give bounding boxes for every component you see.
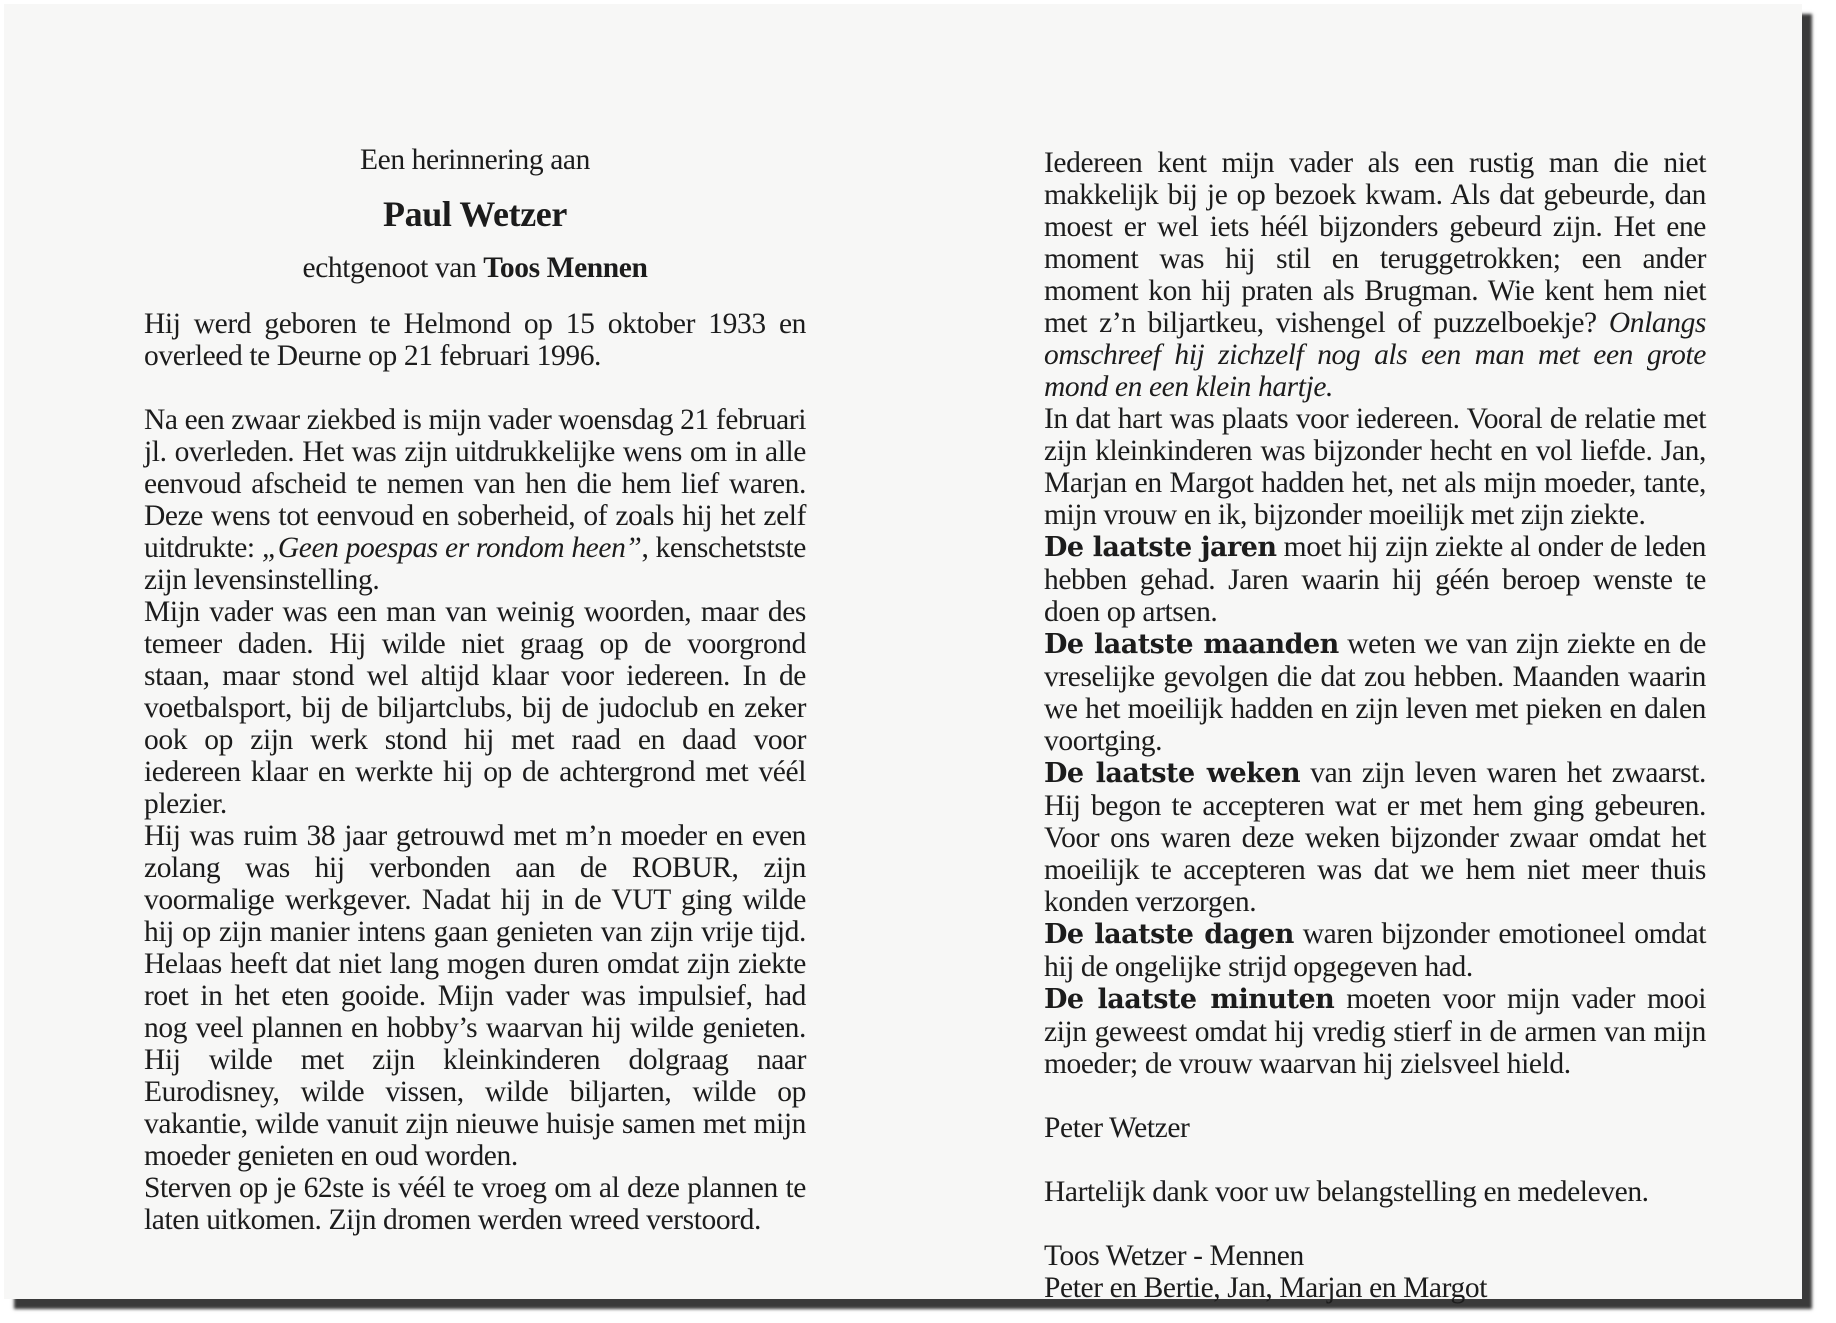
deceased-name: Paul Wetzer (383, 194, 567, 234)
right-column (1044, 147, 1706, 1304)
paragraph-dagen (1044, 918, 1706, 983)
paragraph-jaren (1044, 531, 1706, 628)
right-p1-italic: Onlangs omschreef hij zichzelf nog als een man met een grote mond en een klein hartje. (1044, 307, 1706, 403)
thanks-line: Hartelijk dank voor uw belangstelling en medeleven. (1044, 1176, 1649, 1208)
paragraph-minuten (1044, 983, 1706, 1080)
left-paragraph-4: Sterven op je 62ste is véél te vroeg om al deze plannen te laten uitkomen. Zijn dromen werden wreed verstoord. (144, 1172, 806, 1236)
heading-minuten: De laatste minuten (1044, 984, 1335, 1015)
text-minuten: moeten voor mijn vader mooi zijn geweest omdat hij vredig stierf in de armen van mijn moeder; de vrouw waarvan hij zielsveel hield. (1044, 983, 1707, 1080)
heading-jaren: De laatste jaren (1044, 532, 1277, 563)
text-dagen: waren bijzonder emotioneel omdat hij de ongelijke strijd opgegeven had. (1044, 918, 1706, 983)
paragraph-weken (1044, 757, 1706, 918)
left-column (144, 144, 806, 1236)
right-p1-text: Iedereen kent mijn vader als een rustig man die niet makkelijk bij je op bezoek kwam. Als dat gebeurde, dan moest er wel iets héél bijzonders gebeurd zijn. Het ene moment was hij stil en teruggetrokken; een ander moment kon hij praten als Brugman. Wie kent hem niet met z’n biljartkeu, vishengel of puzzelboekje? (1044, 147, 1706, 339)
text-jaren: moet hij zijn ziekte al onder de leden hebben gehad. Jaren waarin hij géén beroep wenste te doen op artsen. (1044, 531, 1706, 628)
heading-weken: De laatste weken (1044, 758, 1301, 789)
intro-line: Een herinnering aan (360, 144, 590, 176)
left-paragraph-3: Hij was ruim 38 jaar getrouwd met m’n moeder en even zolang was hij verbonden aan de ROBUR, zijn voormalige werkgever. Nadat hij in de VUT ging wilde hij op zijn manier intens gaan genieten van zijn vrije tijd. Helaas heeft dat niet lang mogen duren omdat zijn ziekte roet in het eten gooide. Mijn vader was impulsief, had nog veel plannen en hobby’s waarvan hij wilde genieten. Hij wilde met zijn kleinkinderen dolgraag naar Eurodisney, wilde vissen, wilde biljarten, wilde op vakantie, wilde vanuit zijn nieuwe huisje samen met mijn moeder genieten en oud worden. (144, 820, 806, 1172)
spouse-prefix: echtgenoot van (302, 252, 484, 284)
paragraph-maanden (1044, 628, 1706, 757)
memorial-card (4, 4, 1802, 1304)
birth-paragraph: Hij werd geboren te Helmond op 15 oktober 1933 en overleed te Deurne op 21 februari 1996. (144, 308, 806, 372)
left-paragraph-1 (144, 404, 806, 596)
text-weken: van zijn leven waren het zwaarst. Hij begon te accepteren wat er met hem ging gebeuren. Voor ons waren deze weken bijzonder zwaar omdat het moeilijk te accepteren was dat we hem niet meer thuis konden verzorgen. (1044, 757, 1706, 918)
spouse-line (144, 252, 806, 284)
right-paragraph-1 (1044, 147, 1706, 403)
spouse-name: Toos Mennen (483, 252, 648, 284)
left-p1-quote: „Geen poespas er rondom heen” (261, 532, 642, 564)
left-paragraph-2: Mijn vader was een man van weinig woorden, maar des temeer daden. Hij wilde niet graag op de voorgrond staan, maar stond wel altijd klaar voor iedereen. In de voetbalsport, bij de biljartclubs, bij de judoclub en zeker ook op zijn werk stond hij met raad en daad voor iedereen klaar en werkte hij op de achtergrond met véél plezier. (144, 596, 806, 820)
signature: Peter Wetzer (1044, 1112, 1190, 1144)
left-p1-text: Na een zwaar ziekbed is mijn vader woensdag 21 februari jl. overleden. Het was zijn uitdrukkelijke wens om in alle eenvoud afscheid te nemen van hen die hem lief waren. Deze wens tot eenvoud en soberheid, of zoals hij het zelf uitdrukte: (144, 404, 806, 564)
text-maanden: weten we van zijn ziekte en de vreselijke gevolgen die dat zou hebben. Maanden waarin we het moeilijk hadden en zijn leven met pieken en dalen voortging. (1044, 628, 1706, 757)
left-p1-tail: , kenschetstste zijn levensinstelling. (144, 532, 806, 596)
right-paragraph-2: In dat hart was plaats voor iedereen. Vooral de relatie met zijn kleinkinderen was bijzonder hecht en vol liefde. Jan, Marjan en Margot hadden het, net als mijn moeder, tante, mijn vrouw en ik, bijzonder moeilijk met zijn ziekte. (1044, 403, 1706, 531)
family-line-1: Toos Wetzer - Mennen (1044, 1240, 1304, 1272)
heading-dagen: De laatste dagen (1044, 919, 1294, 950)
heading-maanden: De laatste maanden (1044, 629, 1339, 660)
family-line-2: Peter en Bertie, Jan, Marjan en Margot (1044, 1272, 1488, 1304)
